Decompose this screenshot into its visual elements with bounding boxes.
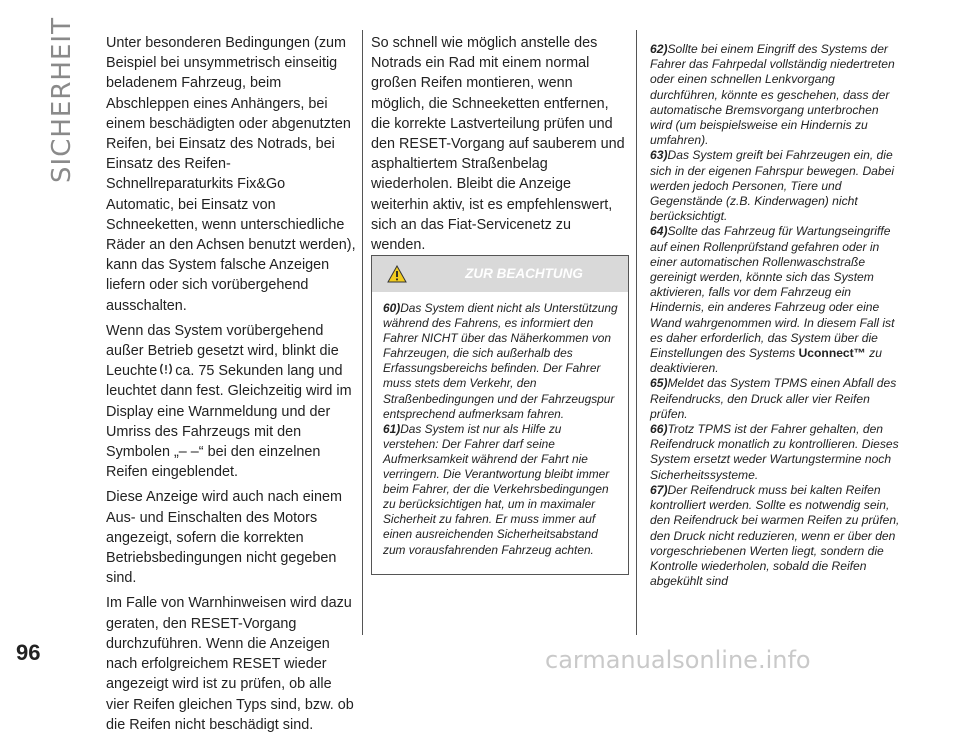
section-tab-label: SICHERHEIT	[47, 17, 77, 183]
warning-item	[383, 301, 620, 422]
note-number: 66)	[650, 422, 668, 437]
warning-triangle-icon	[387, 265, 407, 283]
page-number: 96	[16, 640, 41, 665]
paragraph-text: Wenn das System vorübergehend außer Betrieb gesetzt wird, blinkt die Leuchte	[106, 322, 339, 380]
note-number: 65)	[650, 376, 668, 391]
paragraph	[106, 321, 356, 483]
footnote	[650, 42, 900, 148]
note-text: Das System greift bei Fahrzeugen ein, die sich in der eigenen Fahrspur bewegen. Dabei werden jedoch Personen, Tiere und Gegenstände (z.B. Kinderwagen) nicht berücksichtigt.	[650, 148, 895, 224]
warning-box-header	[372, 256, 628, 292]
note-number: 60)	[383, 301, 401, 315]
note-number: 62)	[650, 42, 668, 56]
section-tab	[42, 17, 82, 183]
note-text: Der Reifendruck muss bei kalten Reifen kontrolliert werden. Sollte es notwendig sein, den Reifendruck bei warmen Reifen zu prüfen, den Druck nicht reduzieren, wenn er über den vorgeschriebenen Werten liegt, sondern die Kontrolle wiederholen, sobald die Reifen abgekühlt sind	[650, 482, 900, 589]
column-divider	[636, 30, 637, 635]
text-column-left	[106, 33, 356, 740]
footnote	[650, 376, 900, 422]
note-text: zu deaktivieren.	[650, 346, 882, 376]
paragraph: Diese Anzeige wird auch nach einem Aus- und Einschalten des Motors angezeigt, sofern die korrekten Betriebsbedingungen nicht gegeben sind.	[106, 489, 342, 587]
note-text: Meldet das System TPMS einen Abfall des Reifendrucks, den Druck aller vier Reifen prüfen.	[650, 376, 897, 421]
note-text: Trotz TPMS ist der Fahrer gehalten, den Reifendruck monatlich zu kontrollieren. Dieses System ersetzt weder Wartungstermine noch Sicherheitssysteme.	[650, 422, 899, 482]
text-column-middle	[371, 33, 627, 260]
footnote	[650, 422, 900, 483]
warning-box	[371, 255, 629, 575]
warning-box-title: ZUR BEACHTUNG	[465, 266, 583, 281]
footnote	[650, 483, 900, 589]
watermark: carmanualsonline.info	[545, 646, 811, 674]
warning-box-body	[372, 292, 628, 558]
footnote	[650, 224, 900, 376]
note-text: Sollte bei einem Eingriff des Systems der Fahrer das Fahrpedal vollständig niedertreten oder einen schnellen Lenkvorgang durchführen, könnte es geschehen, dass der automatische Bremsvorgang unterbrochen wird (um beispielsweise ein Hindernis zu umfahren).	[650, 42, 895, 148]
footnotes-column	[650, 42, 900, 589]
paragraph: Im Falle von Warnhinweisen wird dazu geraten, den RESET-Vorgang durchzuführen. Wenn die Anzeigen nach erfolgreichem RESET wieder angezeigt wird ist zu prüfen, ob alle vier Reifen gleichen Typs sind, bzw. ob die Reifen nicht beschädigt sind.	[106, 595, 354, 733]
note-number: 61)	[383, 421, 401, 436]
tire-pressure-warning-icon	[159, 362, 173, 376]
column-divider	[362, 30, 363, 635]
paragraph-text: ca. 75 Sekunden lang und leuchtet dann fest. Gleichzeitig wird im Display eine Warnmeldung und der Umriss des Fahrzeugs mit den Symbolen „– –“ bei den einzelnen Reifen eingeblendet.	[106, 363, 352, 481]
note-number: 67)	[650, 482, 668, 497]
note-text: Das System dient nicht als Unterstützung während des Fahrens, es informiert den Fahrer NICHT über das Näherkommen von Fahrzeugen, die sich außerhalb des Erfassungsbereichs befinden. Der Fahrer muss stets dem Verkehr, den Straßenbedingungen und der Fahrzeugspur entsprechend aufmerksam fahren.	[383, 301, 618, 421]
warning-item	[383, 422, 620, 558]
note-number: 64)	[650, 224, 668, 239]
note-text: Sollte das Fahrzeug für Wartungseingriffe auf einen Rollenprüfstand gefahren oder in einer automatischen Rollenwaschstraße gereinigt werden, könnte sich das System aktivieren, falls vor dem Fahrzeug ein Hindernis, ein anderes Fahrzeug oder eine Wand wahrgenommen wird. In diesem Fall ist es daher erforderlich, das System über die Einstellungen des Systems	[650, 224, 895, 361]
note-text: Das System ist nur als Hilfe zu verstehen: Der Fahrer darf seine Aufmerksamkeit während der Fahrt nie verringern. Die Verantwortung bleibt immer beim Fahrer, der die Verkehrsbedingungen zu berücksichtigen hat, um in maximaler Sicherheit zu fahren. Er muss immer auf einen ausreichenden Sicherheitsabstand zum vorausfahrenden Fahrzeug achten.	[383, 421, 610, 557]
paragraph: So schnell wie möglich anstelle des Notrads ein Rad mit einem normal großen Reifen montieren, wenn möglich, die Schneeketten entfernen, die korrekte Lastverteilung prüfen und den RESET-Vorgang auf sauberem und asphaltiertem Straßenbelag wiederholen. Bleibt die Anzeige weiterhin aktiv, ist es empfehlenswert, sich an das Fiat-Servicenetz zu wenden.	[371, 35, 625, 254]
note-number: 63)	[650, 148, 668, 163]
footnote	[650, 148, 900, 224]
paragraph: Unter besonderen Bedingungen (zum Beispiel bei unsymmetrisch einseitig beladenem Fahrzeug, beim Abschleppen eines Anhängers, bei einem beschädigten oder abgenutzten Reifen, bei Einsatz des Notrads, bei Einsatz des Reifen-Schnellreparaturkits Fix&Go Automatic, bei Einsatz von Schneeketten, wenn unterschiedliche Räder an den Achsen benutzt werden), kann das System falsche Anzeigen liefern oder sich vorübergehend ausschalten.	[106, 35, 356, 314]
brand-name: Uconnect™	[798, 346, 866, 361]
